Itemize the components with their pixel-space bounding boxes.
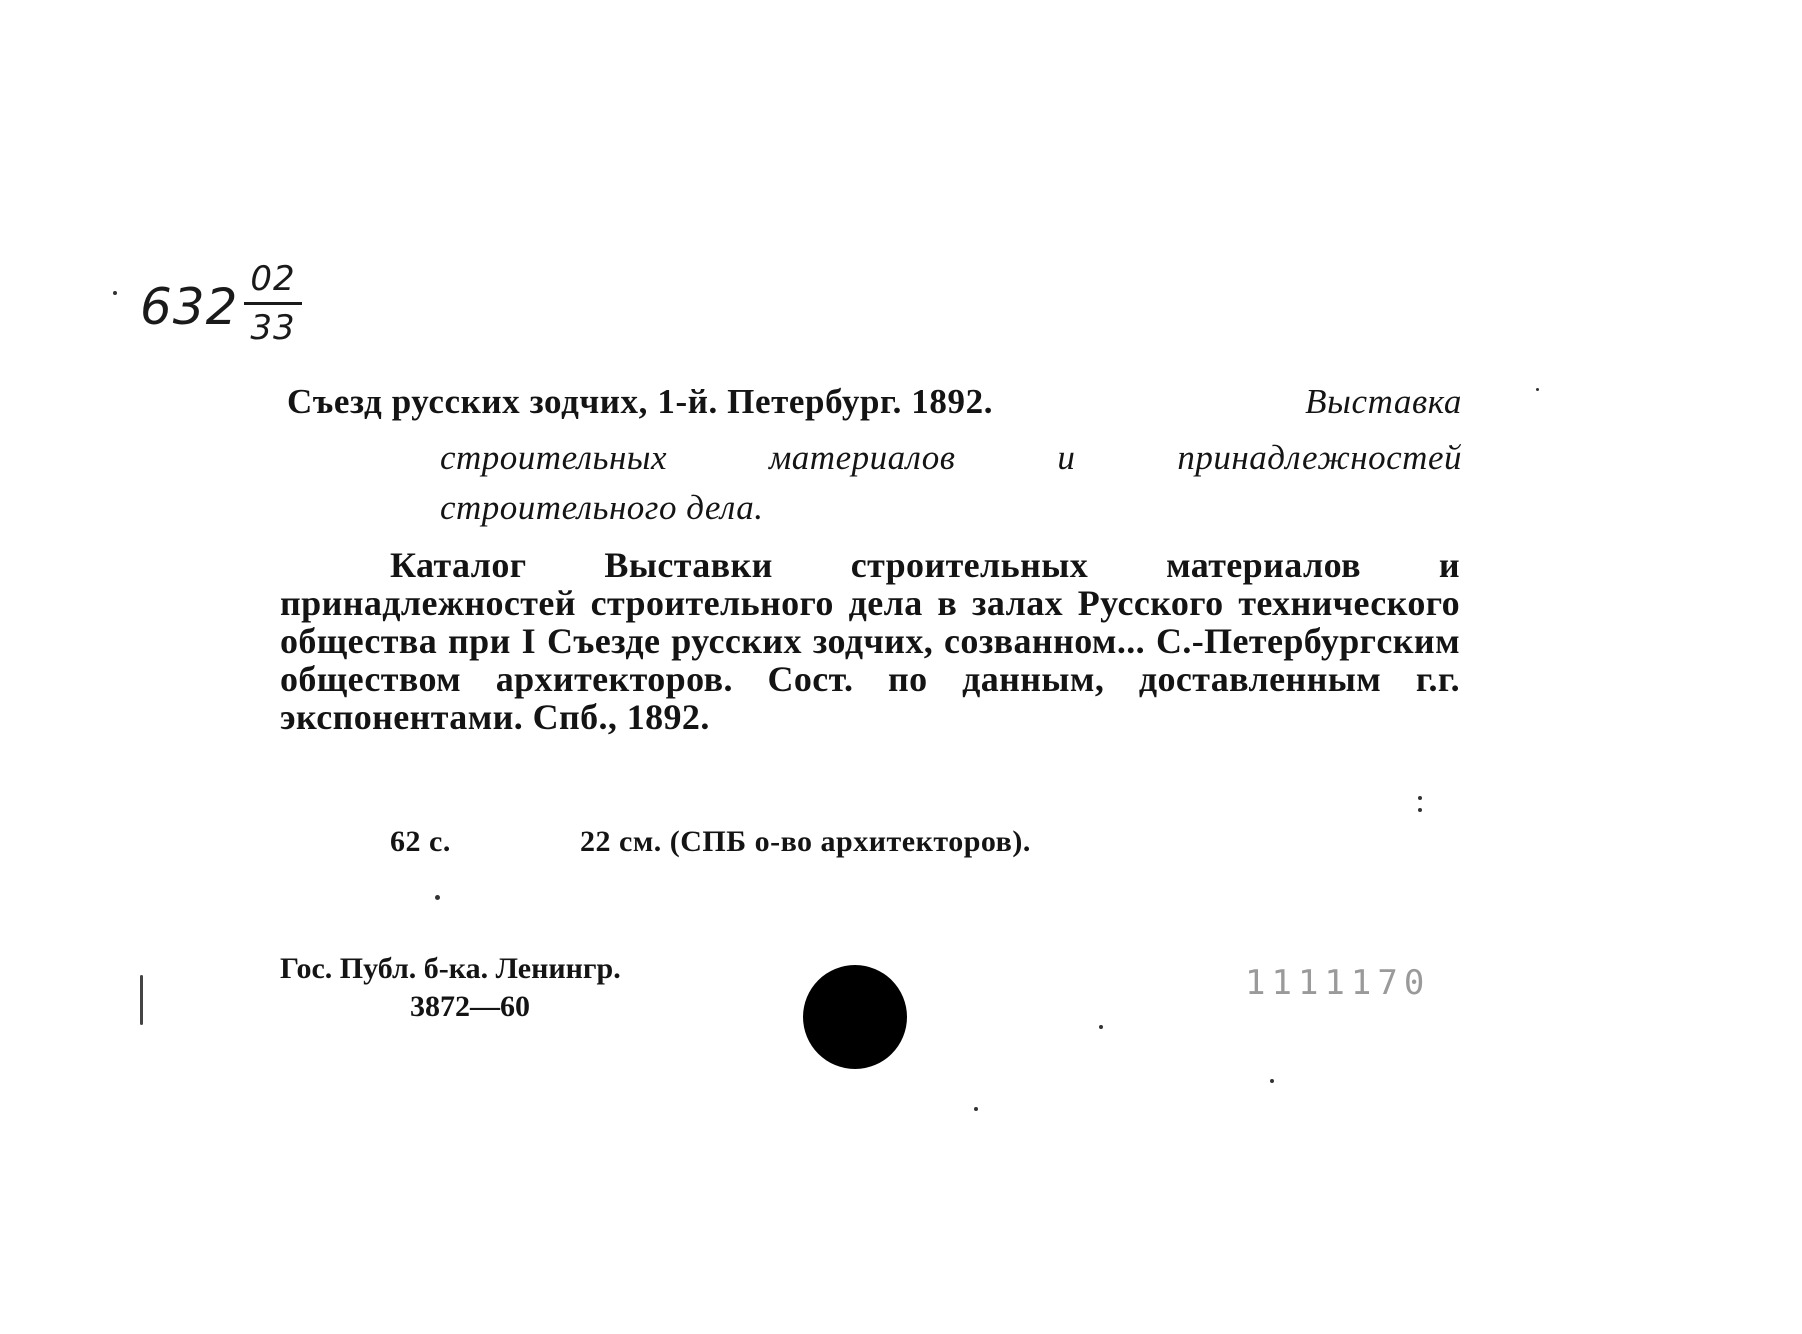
shelfmark-denominator: 33 — [250, 308, 296, 348]
ink-speck — [435, 895, 440, 900]
margin-mark — [140, 975, 143, 1025]
shelfmark-main: 632 — [140, 278, 239, 336]
ink-speck — [1418, 796, 1422, 800]
ink-speck — [113, 291, 117, 295]
title-continuation — [440, 433, 1462, 533]
library-info — [280, 950, 621, 1026]
collation-size-publisher: 22 см. (СПБ о-во архитекторов). — [580, 825, 1031, 858]
ink-speck — [1418, 808, 1422, 812]
shelfmark-fraction — [244, 259, 302, 348]
collation-pages: 62 с. — [390, 825, 451, 858]
title-word: строительных — [440, 438, 668, 477]
stamp-number: 1111170 — [1245, 963, 1431, 1003]
punch-hole — [803, 965, 907, 1069]
description-paragraph: Каталог Выставки строительных материалов и принадлежностей строительного дела в залах Русского технического общества при I Съезде русских зодчих, созванном... С.-Петербургским обществом архитекторов. Сост. по данным, доставленным г.г. экспонентами. Спб., 1892. — [280, 545, 1460, 737]
title-word: и — [1057, 438, 1076, 477]
catalog-description — [280, 546, 1460, 736]
title-start: Выставка — [1305, 382, 1462, 421]
ink-speck — [1270, 1079, 1274, 1083]
ink-speck — [1099, 1025, 1103, 1029]
title-word: принадлежностей — [1177, 438, 1462, 477]
title-word: материалов — [768, 438, 956, 477]
heading-entry — [287, 382, 1462, 422]
title-line-3: строительного дела. — [440, 488, 764, 527]
library-code: 3872—60 — [410, 990, 530, 1023]
title-line-2 — [440, 433, 1462, 483]
author-entry: Съезд русских зодчих, 1-й. Петербург. 1892. — [287, 382, 994, 421]
ink-speck — [1536, 388, 1539, 391]
shelfmark-numerator: 02 — [244, 262, 302, 305]
ink-speck — [974, 1107, 978, 1111]
library-name: Гос. Публ. б-ка. Ленингр. — [280, 952, 621, 985]
